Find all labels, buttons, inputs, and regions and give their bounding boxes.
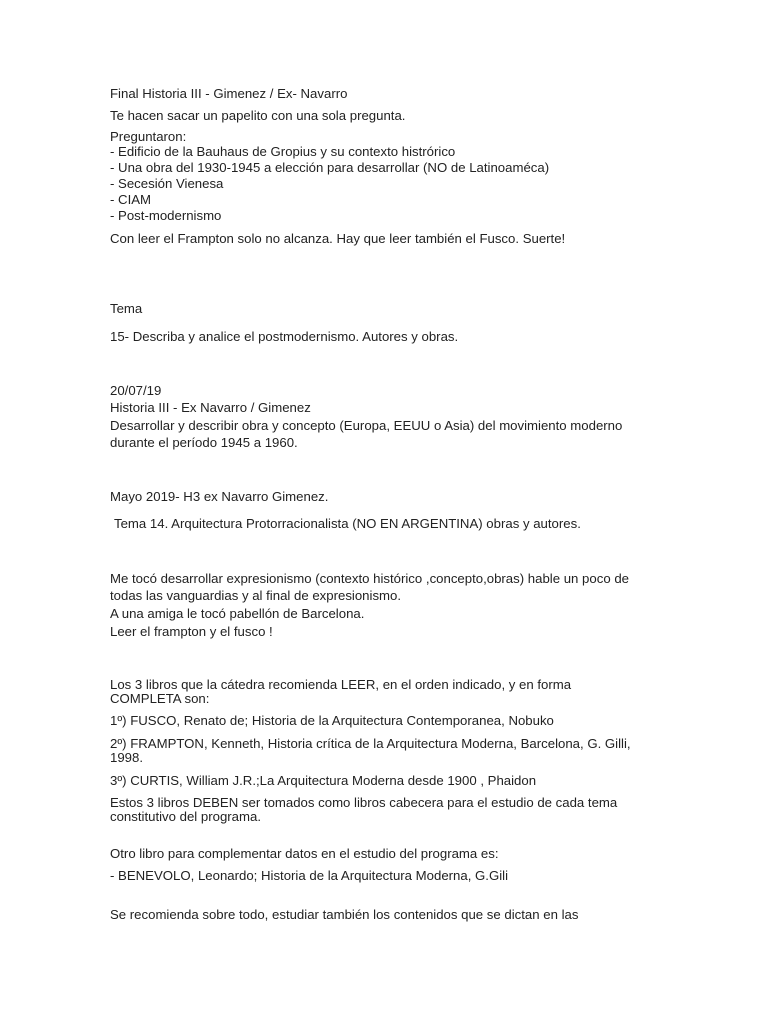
book-item: - BENEVOLO, Leonardo; Historia de la Arquitectura Moderna, G.Gili [110, 868, 509, 883]
list-item: - CIAM [110, 192, 152, 207]
text-line: Historia III - Ex Navarro / Gimenez [110, 400, 311, 415]
book-item: 1º) FUSCO, Renato de; Historia de la Arquitectura Contemporanea, Nobuko [110, 713, 554, 728]
text-line: COMPLETA son: [110, 691, 210, 706]
book-item-cont: 1998. [110, 750, 144, 765]
heading: Tema [110, 301, 143, 316]
list-item: - Post-modernismo [110, 208, 222, 223]
text-line: Estos 3 libros DEBEN ser tomados como libros cabecera para el estudio de cada tema [110, 795, 618, 810]
list-item: - Una obra del 1930-1945 a elección para desarrollar (NO de Latinoaméca) [110, 160, 550, 175]
text-line: A una amiga le tocó pabellón de Barcelona. [110, 606, 365, 621]
text-line: Desarrollar y describir obra y concepto (Europa, EEUU o Asia) del movimiento moderno [110, 418, 623, 433]
text-line: constitutivo del programa. [110, 809, 261, 824]
text-line: Otro libro para complementar datos en el estudio del programa es: [110, 846, 499, 861]
date-text: 20/07/19 [110, 383, 162, 398]
list-item: - Secesión Vienesa [110, 176, 224, 191]
text-line: Los 3 libros que la cátedra recomienda LEER, en el orden indicado, y en forma [110, 677, 572, 692]
text-line: durante el período 1945 a 1960. [110, 435, 298, 450]
text-line: Te hacen sacar un papelito con una sola pregunta. [110, 108, 406, 123]
text-line: 15- Describa y analice el postmodernismo. Autores y obras. [110, 329, 459, 344]
text-line: Me tocó desarrollar expresionismo (contexto histórico ,concepto,obras) hable un poco de [110, 571, 629, 586]
text-line: Preguntaron: [110, 129, 187, 144]
text-line: Leer el frampton y el fusco ! [110, 624, 273, 639]
text-line: Tema 14. Arquitectura Protorracionalista (NO EN ARGENTINA) obras y autores. [114, 516, 581, 531]
book-item: 2º) FRAMPTON, Kenneth, Historia crítica de la Arquitectura Moderna, Barcelona, G. Gilli, [110, 736, 631, 751]
text-line: todas las vanguardias y al final de expresionismo. [110, 588, 402, 603]
doc-title: Final Historia III - Gimenez / Ex- Navarro [110, 86, 348, 101]
list-item: - Edificio de la Bauhaus de Gropius y su contexto histrórico [110, 144, 456, 159]
text-line: Mayo 2019- H3 ex Navarro Gimenez. [110, 489, 329, 504]
book-item: 3º) CURTIS, William J.R.;La Arquitectura Moderna desde 1900 , Phaidon [110, 773, 537, 788]
text-line: Con leer el Frampton solo no alcanza. Hay que leer también el Fusco. Suerte! [110, 231, 566, 246]
text-line: Se recomienda sobre todo, estudiar también los contenidos que se dictan en las [110, 907, 579, 922]
